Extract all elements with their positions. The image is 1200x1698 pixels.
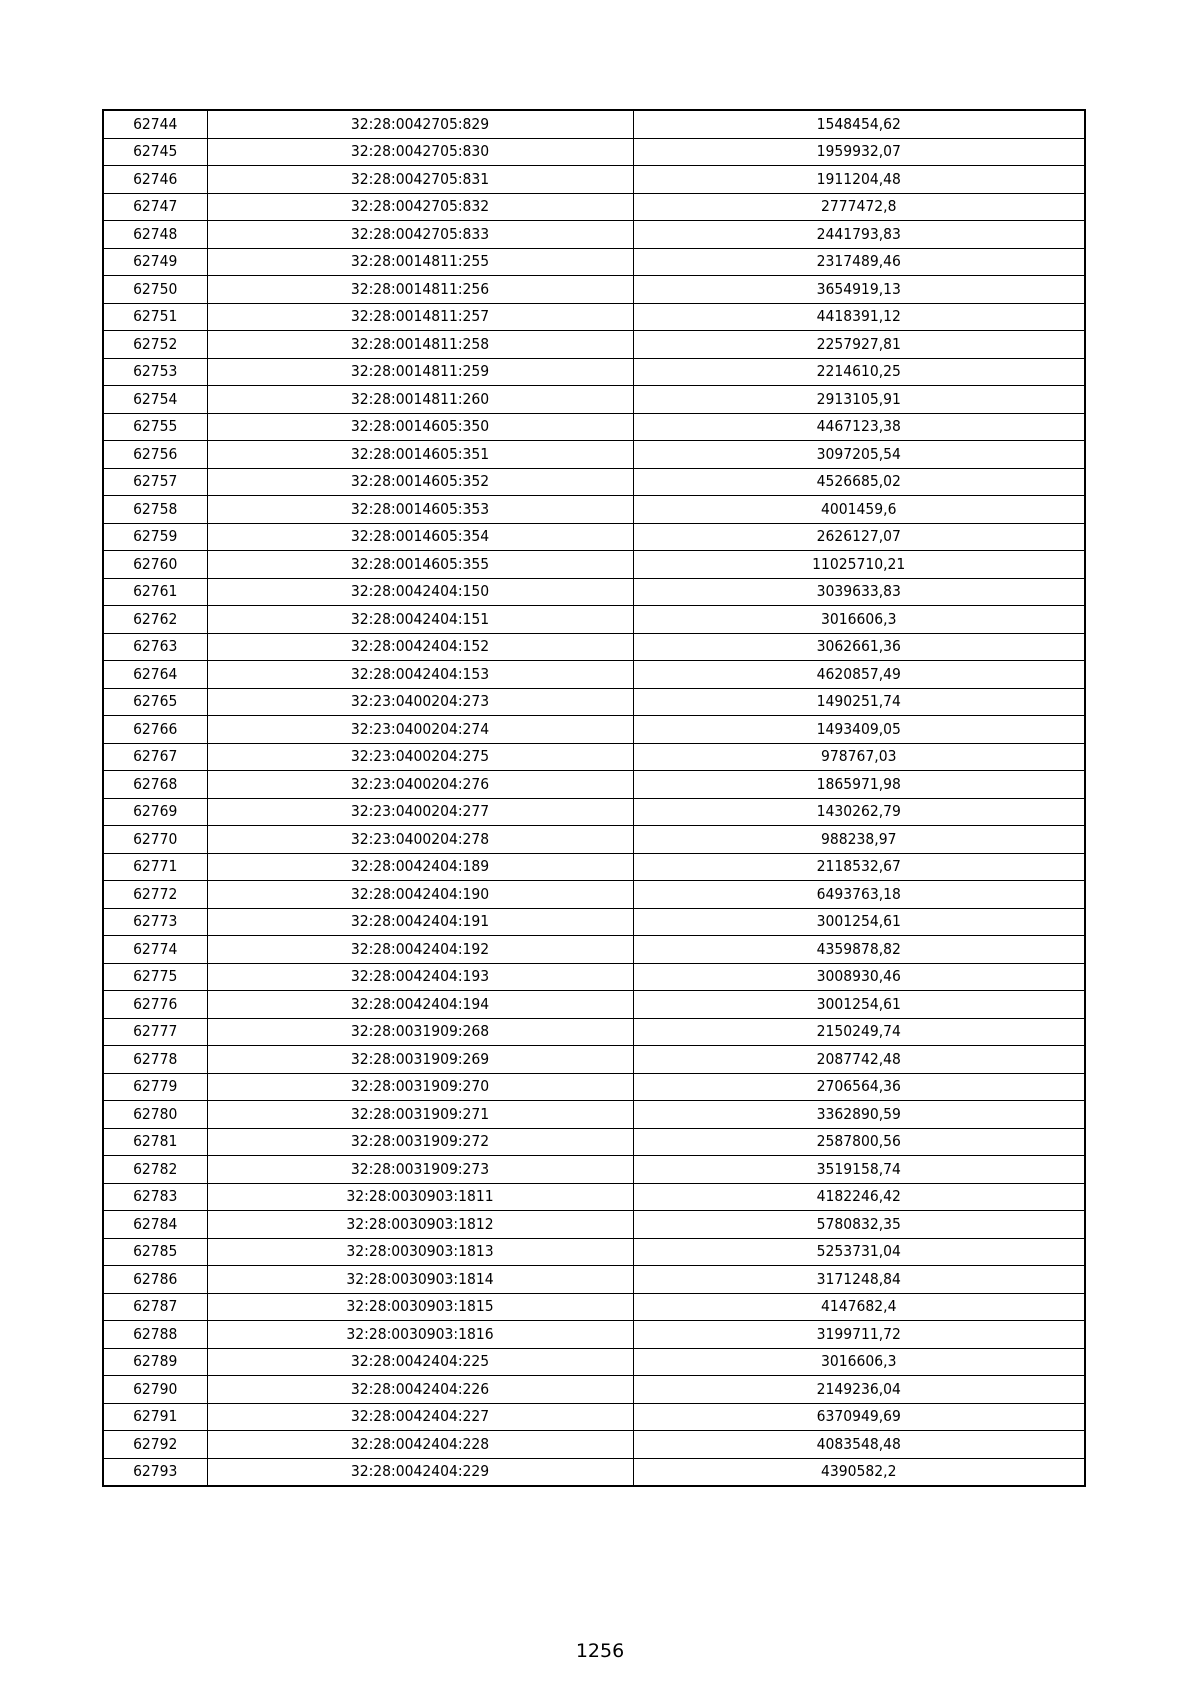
cadastral-value-cell: 4083548,48 <box>633 1431 1085 1459</box>
cadastral-value-cell: 3001254,61 <box>633 991 1085 1019</box>
row-number-cell: 62786 <box>103 1266 207 1294</box>
cadastral-value-cell: 6493763,18 <box>633 881 1085 909</box>
cadastral-value-cell: 4390582,2 <box>633 1458 1085 1486</box>
row-number-cell: 62747 <box>103 193 207 221</box>
cadastral-value-cell: 3097205,54 <box>633 441 1085 469</box>
cadastral-number-cell: 32:28:0031909:268 <box>207 1018 633 1046</box>
cadastral-number-cell: 32:23:0400204:276 <box>207 771 633 799</box>
cadastral-value-cell: 3519158,74 <box>633 1156 1085 1184</box>
row-number-cell: 62776 <box>103 991 207 1019</box>
cadastral-value-cell: 2317489,46 <box>633 248 1085 276</box>
cadastral-value-cell: 1490251,74 <box>633 688 1085 716</box>
row-number-cell: 62764 <box>103 661 207 689</box>
row-number-cell: 62756 <box>103 441 207 469</box>
table-row <box>103 1403 1085 1431</box>
cadastral-value-cell: 2626127,07 <box>633 523 1085 551</box>
table-row <box>103 358 1085 386</box>
table-row <box>103 221 1085 249</box>
cadastral-value-cell: 3654919,13 <box>633 276 1085 304</box>
table-row <box>103 1266 1085 1294</box>
cadastral-value-cell: 2257927,81 <box>633 331 1085 359</box>
cadastral-number-cell: 32:28:0042404:151 <box>207 606 633 634</box>
table-row <box>103 1156 1085 1184</box>
cadastral-value-cell: 4147682,4 <box>633 1293 1085 1321</box>
cadastral-value-cell: 11025710,21 <box>633 551 1085 579</box>
row-number-cell: 62774 <box>103 936 207 964</box>
cadastral-number-cell: 32:23:0400204:277 <box>207 798 633 826</box>
row-number-cell: 62769 <box>103 798 207 826</box>
cadastral-value-cell: 2150249,74 <box>633 1018 1085 1046</box>
cadastral-value-cell: 3199711,72 <box>633 1321 1085 1349</box>
cadastral-number-cell: 32:28:0031909:270 <box>207 1073 633 1101</box>
row-number-cell: 62757 <box>103 468 207 496</box>
cadastral-number-cell: 32:28:0042404:190 <box>207 881 633 909</box>
cadastral-number-cell: 32:28:0031909:269 <box>207 1046 633 1074</box>
row-number-cell: 62744 <box>103 110 207 138</box>
row-number-cell: 62758 <box>103 496 207 524</box>
cadastral-value-cell: 3062661,36 <box>633 633 1085 661</box>
cadastral-number-cell: 32:28:0042705:833 <box>207 221 633 249</box>
cadastral-number-cell: 32:28:0030903:1815 <box>207 1293 633 1321</box>
table-row <box>103 1321 1085 1349</box>
row-number-cell: 62777 <box>103 1018 207 1046</box>
table-row <box>103 441 1085 469</box>
cadastral-number-cell: 32:28:0042404:153 <box>207 661 633 689</box>
cadastral-number-cell: 32:28:0042705:831 <box>207 166 633 194</box>
row-number-cell: 62789 <box>103 1348 207 1376</box>
cadastral-value-cell: 1430262,79 <box>633 798 1085 826</box>
row-number-cell: 62778 <box>103 1046 207 1074</box>
cadastral-number-cell: 32:28:0042705:832 <box>207 193 633 221</box>
table-row <box>103 1101 1085 1129</box>
cadastral-number-cell: 32:28:0042404:194 <box>207 991 633 1019</box>
cadastral-value-cell: 1548454,62 <box>633 110 1085 138</box>
cadastral-value-cell: 2913105,91 <box>633 386 1085 414</box>
cadastral-value-cell: 4620857,49 <box>633 661 1085 689</box>
cadastral-value-cell: 2149236,04 <box>633 1376 1085 1404</box>
row-number-cell: 62752 <box>103 331 207 359</box>
cadastral-number-cell: 32:28:0030903:1816 <box>207 1321 633 1349</box>
table-row <box>103 1018 1085 1046</box>
cadastral-value-cell: 4001459,6 <box>633 496 1085 524</box>
table-row <box>103 523 1085 551</box>
table-row <box>103 1073 1085 1101</box>
cadastral-number-cell: 32:23:0400204:273 <box>207 688 633 716</box>
cadastral-number-cell: 32:28:0042404:227 <box>207 1403 633 1431</box>
cadastral-number-cell: 32:28:0031909:273 <box>207 1156 633 1184</box>
cadastral-number-cell: 32:28:0030903:1811 <box>207 1183 633 1211</box>
table-row <box>103 908 1085 936</box>
cadastral-number-cell: 32:28:0014605:352 <box>207 468 633 496</box>
table-row <box>103 166 1085 194</box>
cadastral-number-cell: 32:28:0031909:271 <box>207 1101 633 1129</box>
page-number: 1256 <box>575 1640 625 1662</box>
table-row <box>103 798 1085 826</box>
table-row <box>103 1211 1085 1239</box>
cadastral-number-cell: 32:28:0014605:351 <box>207 441 633 469</box>
table-row <box>103 1458 1085 1486</box>
cadastral-number-cell: 32:28:0014605:350 <box>207 413 633 441</box>
row-number-cell: 62780 <box>103 1101 207 1129</box>
row-number-cell: 62791 <box>103 1403 207 1431</box>
row-number-cell: 62792 <box>103 1431 207 1459</box>
cadastral-number-cell: 32:28:0042404:189 <box>207 853 633 881</box>
cadastral-value-cell: 2087742,48 <box>633 1046 1085 1074</box>
cadastral-value-cell: 2214610,25 <box>633 358 1085 386</box>
row-number-cell: 62793 <box>103 1458 207 1486</box>
table-row <box>103 771 1085 799</box>
cadastral-value-cell: 978767,03 <box>633 743 1085 771</box>
table-row <box>103 413 1085 441</box>
row-number-cell: 62765 <box>103 688 207 716</box>
table-row <box>103 331 1085 359</box>
row-number-cell: 62788 <box>103 1321 207 1349</box>
cadastral-value-cell: 2706564,36 <box>633 1073 1085 1101</box>
table-row <box>103 386 1085 414</box>
table-row <box>103 661 1085 689</box>
cadastral-number-cell: 32:28:0014811:255 <box>207 248 633 276</box>
table-row <box>103 578 1085 606</box>
row-number-cell: 62772 <box>103 881 207 909</box>
row-number-cell: 62782 <box>103 1156 207 1184</box>
cadastral-value-cell: 3016606,3 <box>633 606 1085 634</box>
cadastral-number-cell: 32:28:0042705:830 <box>207 138 633 166</box>
table-row <box>103 138 1085 166</box>
row-number-cell: 62775 <box>103 963 207 991</box>
table-row <box>103 303 1085 331</box>
cadastral-number-cell: 32:28:0042404:150 <box>207 578 633 606</box>
table-row <box>103 1128 1085 1156</box>
row-number-cell: 62750 <box>103 276 207 304</box>
cadastral-value-cell: 3039633,83 <box>633 578 1085 606</box>
row-number-cell: 62790 <box>103 1376 207 1404</box>
cadastral-value-cell: 1959932,07 <box>633 138 1085 166</box>
row-number-cell: 62761 <box>103 578 207 606</box>
row-number-cell: 62773 <box>103 908 207 936</box>
cadastral-value-cell: 3008930,46 <box>633 963 1085 991</box>
row-number-cell: 62766 <box>103 716 207 744</box>
row-number-cell: 62759 <box>103 523 207 551</box>
cadastral-number-cell: 32:28:0014811:260 <box>207 386 633 414</box>
row-number-cell: 62751 <box>103 303 207 331</box>
row-number-cell: 62762 <box>103 606 207 634</box>
cadastral-value-cell: 4526685,02 <box>633 468 1085 496</box>
cadastral-number-cell: 32:28:0042404:226 <box>207 1376 633 1404</box>
table-row <box>103 248 1085 276</box>
row-number-cell: 62770 <box>103 826 207 854</box>
cadastral-number-cell: 32:28:0042404:228 <box>207 1431 633 1459</box>
cadastral-number-cell: 32:28:0014811:257 <box>207 303 633 331</box>
cadastral-number-cell: 32:28:0014811:256 <box>207 276 633 304</box>
row-number-cell: 62746 <box>103 166 207 194</box>
cadastral-value-cell: 3016606,3 <box>633 1348 1085 1376</box>
row-number-cell: 62781 <box>103 1128 207 1156</box>
cadastral-number-cell: 32:28:0014605:355 <box>207 551 633 579</box>
row-number-cell: 62760 <box>103 551 207 579</box>
cadastral-value-cell: 4359878,82 <box>633 936 1085 964</box>
table-row <box>103 606 1085 634</box>
table-row <box>103 826 1085 854</box>
cadastral-value-cell: 2777472,8 <box>633 193 1085 221</box>
row-number-cell: 62748 <box>103 221 207 249</box>
row-number-cell: 62768 <box>103 771 207 799</box>
table-row <box>103 688 1085 716</box>
table-row <box>103 1293 1085 1321</box>
row-number-cell: 62785 <box>103 1238 207 1266</box>
table-row <box>103 1348 1085 1376</box>
table-row <box>103 936 1085 964</box>
cadastral-value-cell: 4467123,38 <box>633 413 1085 441</box>
table-row <box>103 1183 1085 1211</box>
table-row <box>103 1376 1085 1404</box>
cadastral-value-cell: 2441793,83 <box>633 221 1085 249</box>
table-row <box>103 963 1085 991</box>
row-number-cell: 62767 <box>103 743 207 771</box>
row-number-cell: 62763 <box>103 633 207 661</box>
row-number-cell: 62754 <box>103 386 207 414</box>
cadastral-value-cell: 1493409,05 <box>633 716 1085 744</box>
cadastral-value-cell: 5253731,04 <box>633 1238 1085 1266</box>
table-row <box>103 991 1085 1019</box>
cadastral-number-cell: 32:23:0400204:274 <box>207 716 633 744</box>
row-number-cell: 62755 <box>103 413 207 441</box>
row-number-cell: 62771 <box>103 853 207 881</box>
cadastral-value-cell: 5780832,35 <box>633 1211 1085 1239</box>
cadastral-number-cell: 32:28:0042404:225 <box>207 1348 633 1376</box>
table-row <box>103 853 1085 881</box>
cadastral-number-cell: 32:28:0042404:229 <box>207 1458 633 1486</box>
table-row <box>103 881 1085 909</box>
cadastral-number-cell: 32:28:0031909:272 <box>207 1128 633 1156</box>
cadastral-number-cell: 32:28:0014811:258 <box>207 331 633 359</box>
cadastral-number-cell: 32:28:0030903:1814 <box>207 1266 633 1294</box>
cadastral-value-cell: 988238,97 <box>633 826 1085 854</box>
table-row <box>103 1238 1085 1266</box>
cadastral-value-cell: 3171248,84 <box>633 1266 1085 1294</box>
row-number-cell: 62787 <box>103 1293 207 1321</box>
table-row <box>103 468 1085 496</box>
cadastral-number-cell: 32:28:0030903:1812 <box>207 1211 633 1239</box>
table-row <box>103 1046 1085 1074</box>
cadastral-number-cell: 32:28:0042404:191 <box>207 908 633 936</box>
cadastral-number-cell: 32:28:0042404:152 <box>207 633 633 661</box>
row-number-cell: 62749 <box>103 248 207 276</box>
row-number-cell: 62753 <box>103 358 207 386</box>
cadastral-number-cell: 32:28:0042705:829 <box>207 110 633 138</box>
cadastral-value-cell: 3001254,61 <box>633 908 1085 936</box>
cadastral-value-cell: 6370949,69 <box>633 1403 1085 1431</box>
table-row <box>103 743 1085 771</box>
cadastral-number-cell: 32:28:0014605:354 <box>207 523 633 551</box>
cadastral-value-cell: 1911204,48 <box>633 166 1085 194</box>
table-row <box>103 276 1085 304</box>
cadastral-value-cell: 3362890,59 <box>633 1101 1085 1129</box>
table-row <box>103 193 1085 221</box>
cadastral-number-cell: 32:28:0014605:353 <box>207 496 633 524</box>
cadastral-number-cell: 32:28:0042404:192 <box>207 936 633 964</box>
cadastral-value-table <box>102 109 1086 1487</box>
table-row <box>103 1431 1085 1459</box>
table-body <box>103 110 1085 1486</box>
row-number-cell: 62779 <box>103 1073 207 1101</box>
cadastral-number-cell: 32:28:0042404:193 <box>207 963 633 991</box>
table-row <box>103 633 1085 661</box>
cadastral-value-cell: 2587800,56 <box>633 1128 1085 1156</box>
table-row <box>103 110 1085 138</box>
cadastral-value-cell: 1865971,98 <box>633 771 1085 799</box>
row-number-cell: 62784 <box>103 1211 207 1239</box>
cadastral-number-cell: 32:28:0030903:1813 <box>207 1238 633 1266</box>
cadastral-value-cell: 4418391,12 <box>633 303 1085 331</box>
table-row <box>103 496 1085 524</box>
row-number-cell: 62783 <box>103 1183 207 1211</box>
cadastral-value-cell: 2118532,67 <box>633 853 1085 881</box>
cadastral-number-cell: 32:23:0400204:275 <box>207 743 633 771</box>
cadastral-number-cell: 32:28:0014811:259 <box>207 358 633 386</box>
table-row <box>103 551 1085 579</box>
cadastral-value-cell: 4182246,42 <box>633 1183 1085 1211</box>
row-number-cell: 62745 <box>103 138 207 166</box>
table-row <box>103 716 1085 744</box>
cadastral-number-cell: 32:23:0400204:278 <box>207 826 633 854</box>
